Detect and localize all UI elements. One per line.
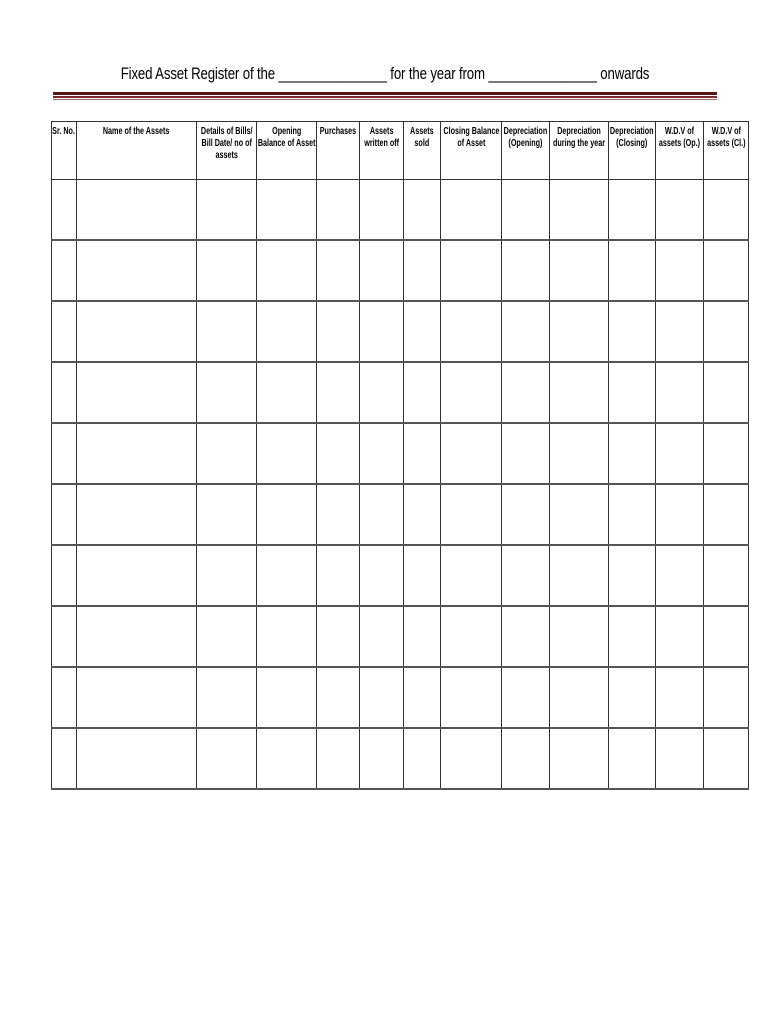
table-cell[interactable] bbox=[441, 545, 502, 606]
table-cell[interactable] bbox=[550, 728, 609, 789]
table-cell[interactable] bbox=[656, 484, 704, 545]
table-cell[interactable] bbox=[704, 362, 749, 423]
table-cell[interactable] bbox=[257, 667, 317, 728]
table-cell[interactable] bbox=[360, 484, 404, 545]
table-cell[interactable] bbox=[257, 423, 317, 484]
table-cell[interactable] bbox=[360, 545, 404, 606]
table-cell[interactable] bbox=[704, 728, 749, 789]
fixed-asset-register-table bbox=[51, 121, 749, 790]
table-cell[interactable] bbox=[197, 545, 257, 606]
table-cell[interactable] bbox=[317, 301, 360, 362]
table-row bbox=[52, 606, 749, 667]
table-cell[interactable] bbox=[441, 362, 502, 423]
column-header-wdv-opening: W.D.V of assets (Op.) bbox=[656, 122, 704, 180]
table-cell[interactable] bbox=[360, 301, 404, 362]
table-cell[interactable] bbox=[704, 606, 749, 667]
table-cell[interactable] bbox=[656, 180, 704, 241]
table-cell[interactable] bbox=[502, 423, 550, 484]
column-header-opening-balance: Opening Balance of Asset bbox=[257, 122, 317, 180]
table-cell[interactable] bbox=[197, 180, 257, 241]
table-cell[interactable] bbox=[257, 362, 317, 423]
table-cell[interactable] bbox=[550, 301, 609, 362]
table-cell[interactable] bbox=[502, 728, 550, 789]
column-header-wdv-closing: W.D.V of assets (Cl.) bbox=[704, 122, 749, 180]
table-cell[interactable] bbox=[197, 484, 257, 545]
table-cell[interactable] bbox=[609, 180, 656, 241]
table-cell[interactable] bbox=[317, 484, 360, 545]
table-cell[interactable] bbox=[404, 606, 441, 667]
table-cell[interactable] bbox=[77, 728, 197, 789]
table-cell[interactable] bbox=[704, 240, 749, 301]
table-cell[interactable] bbox=[77, 606, 197, 667]
table-cell[interactable] bbox=[404, 545, 441, 606]
table-cell[interactable] bbox=[257, 606, 317, 667]
table-cell[interactable] bbox=[656, 728, 704, 789]
table-cell[interactable] bbox=[360, 728, 404, 789]
table-cell[interactable] bbox=[704, 301, 749, 362]
table-cell[interactable] bbox=[656, 667, 704, 728]
table-cell[interactable] bbox=[404, 423, 441, 484]
table-cell[interactable] bbox=[656, 606, 704, 667]
table-cell[interactable] bbox=[197, 240, 257, 301]
table-cell[interactable] bbox=[609, 606, 656, 667]
column-header-depreciation-opening: Depreciation (Opening) bbox=[502, 122, 550, 180]
table-cell[interactable] bbox=[704, 667, 749, 728]
table-cell[interactable] bbox=[550, 362, 609, 423]
table-cell[interactable] bbox=[257, 301, 317, 362]
table-cell[interactable] bbox=[404, 484, 441, 545]
table-cell[interactable] bbox=[656, 301, 704, 362]
table-cell[interactable] bbox=[77, 240, 197, 301]
title-underline-3 bbox=[53, 99, 717, 100]
table-cell[interactable] bbox=[257, 728, 317, 789]
table-cell[interactable] bbox=[609, 423, 656, 484]
table-cell[interactable] bbox=[502, 362, 550, 423]
table-cell[interactable] bbox=[704, 545, 749, 606]
table-cell[interactable] bbox=[550, 545, 609, 606]
table-row bbox=[52, 240, 749, 301]
table-row bbox=[52, 484, 749, 545]
table-header-row bbox=[52, 122, 749, 180]
table-row bbox=[52, 180, 749, 241]
table-cell[interactable] bbox=[404, 362, 441, 423]
table-row bbox=[52, 667, 749, 728]
table-cell[interactable] bbox=[502, 240, 550, 301]
table-cell[interactable] bbox=[257, 484, 317, 545]
table-cell[interactable] bbox=[404, 301, 441, 362]
table-cell[interactable] bbox=[704, 484, 749, 545]
column-header-purchases: Purchases bbox=[317, 122, 360, 180]
title-underline bbox=[53, 92, 717, 95]
table-cell[interactable] bbox=[441, 240, 502, 301]
table-cell[interactable] bbox=[77, 362, 197, 423]
table-cell[interactable] bbox=[404, 728, 441, 789]
table-cell[interactable] bbox=[360, 606, 404, 667]
title-underline-2 bbox=[53, 96, 717, 98]
register-body bbox=[52, 180, 749, 790]
table-cell[interactable] bbox=[317, 362, 360, 423]
table-cell[interactable] bbox=[502, 545, 550, 606]
table-cell[interactable] bbox=[656, 423, 704, 484]
table-cell[interactable] bbox=[52, 606, 77, 667]
column-header-depreciation-closing: Depreciation (Closing) bbox=[609, 122, 656, 180]
table-cell[interactable] bbox=[197, 362, 257, 423]
table-cell[interactable] bbox=[317, 240, 360, 301]
column-header-asset-name: Name of the Assets bbox=[77, 122, 197, 180]
table-cell[interactable] bbox=[656, 240, 704, 301]
table-cell[interactable] bbox=[52, 545, 77, 606]
column-header-sr-no: Sr. No. bbox=[52, 122, 77, 180]
table-cell[interactable] bbox=[360, 362, 404, 423]
column-header-written-off: Assets written off bbox=[360, 122, 404, 180]
table-cell[interactable] bbox=[52, 667, 77, 728]
table-cell[interactable] bbox=[317, 606, 360, 667]
table-cell[interactable] bbox=[404, 667, 441, 728]
table-cell[interactable] bbox=[77, 545, 197, 606]
table-cell[interactable] bbox=[704, 423, 749, 484]
table-cell[interactable] bbox=[360, 180, 404, 241]
table-row bbox=[52, 423, 749, 484]
table-cell[interactable] bbox=[441, 484, 502, 545]
table-cell[interactable] bbox=[609, 484, 656, 545]
table-cell[interactable] bbox=[404, 180, 441, 241]
table-cell[interactable] bbox=[257, 180, 317, 241]
table-row bbox=[52, 301, 749, 362]
table-cell[interactable] bbox=[550, 606, 609, 667]
page-title: Fixed Asset Register of the _______________ for the year from _______________ onwards bbox=[120, 64, 650, 83]
table-cell[interactable] bbox=[197, 301, 257, 362]
table-cell[interactable] bbox=[441, 728, 502, 789]
table-cell[interactable] bbox=[317, 667, 360, 728]
table-row bbox=[52, 545, 749, 606]
table-cell[interactable] bbox=[441, 180, 502, 241]
table-cell[interactable] bbox=[77, 423, 197, 484]
table-cell[interactable] bbox=[550, 667, 609, 728]
table-cell[interactable] bbox=[609, 545, 656, 606]
table-cell[interactable] bbox=[441, 423, 502, 484]
table-cell[interactable] bbox=[197, 423, 257, 484]
table-cell[interactable] bbox=[257, 240, 317, 301]
table-cell[interactable] bbox=[704, 180, 749, 241]
table-cell[interactable] bbox=[550, 423, 609, 484]
table-cell[interactable] bbox=[317, 180, 360, 241]
table-cell[interactable] bbox=[502, 180, 550, 241]
table-cell[interactable] bbox=[52, 423, 77, 484]
table-cell[interactable] bbox=[317, 423, 360, 484]
table-cell[interactable] bbox=[441, 606, 502, 667]
table-row bbox=[52, 362, 749, 423]
table-cell[interactable] bbox=[609, 301, 656, 362]
table-cell[interactable] bbox=[441, 301, 502, 362]
table-cell[interactable] bbox=[52, 728, 77, 789]
column-header-bill-details: Details of Bills/ Bill Date/ no of assets bbox=[197, 122, 257, 180]
table-cell[interactable] bbox=[550, 240, 609, 301]
table-cell[interactable] bbox=[609, 240, 656, 301]
column-header-depreciation-year: Depreciation during the year bbox=[550, 122, 609, 180]
table-cell[interactable] bbox=[360, 423, 404, 484]
table-cell[interactable] bbox=[77, 180, 197, 241]
table-cell[interactable] bbox=[550, 484, 609, 545]
table-cell[interactable] bbox=[502, 606, 550, 667]
table-cell[interactable] bbox=[197, 606, 257, 667]
table-cell[interactable] bbox=[317, 728, 360, 789]
table-cell[interactable] bbox=[360, 667, 404, 728]
table-cell[interactable] bbox=[441, 667, 502, 728]
table-cell[interactable] bbox=[502, 667, 550, 728]
table-cell[interactable] bbox=[197, 728, 257, 789]
table-cell[interactable] bbox=[257, 545, 317, 606]
column-header-assets-sold: Assets sold bbox=[404, 122, 441, 180]
table-cell[interactable] bbox=[197, 667, 257, 728]
table-cell[interactable] bbox=[609, 728, 656, 789]
table-cell[interactable] bbox=[360, 240, 404, 301]
table-cell[interactable] bbox=[404, 240, 441, 301]
table-cell[interactable] bbox=[656, 545, 704, 606]
table-cell[interactable] bbox=[52, 180, 77, 241]
table-cell[interactable] bbox=[52, 301, 77, 362]
table-cell[interactable] bbox=[609, 362, 656, 423]
table-cell[interactable] bbox=[502, 484, 550, 545]
table-cell[interactable] bbox=[656, 362, 704, 423]
table-row bbox=[52, 728, 749, 789]
table-cell[interactable] bbox=[77, 667, 197, 728]
table-cell[interactable] bbox=[52, 484, 77, 545]
table-cell[interactable] bbox=[52, 240, 77, 301]
table-cell[interactable] bbox=[52, 362, 77, 423]
table-cell[interactable] bbox=[609, 667, 656, 728]
table-cell[interactable] bbox=[550, 180, 609, 241]
column-header-closing-balance: Closing Balance of Asset bbox=[441, 122, 502, 180]
table-cell[interactable] bbox=[77, 301, 197, 362]
table-cell[interactable] bbox=[502, 301, 550, 362]
table-cell[interactable] bbox=[77, 484, 197, 545]
table-cell[interactable] bbox=[317, 545, 360, 606]
